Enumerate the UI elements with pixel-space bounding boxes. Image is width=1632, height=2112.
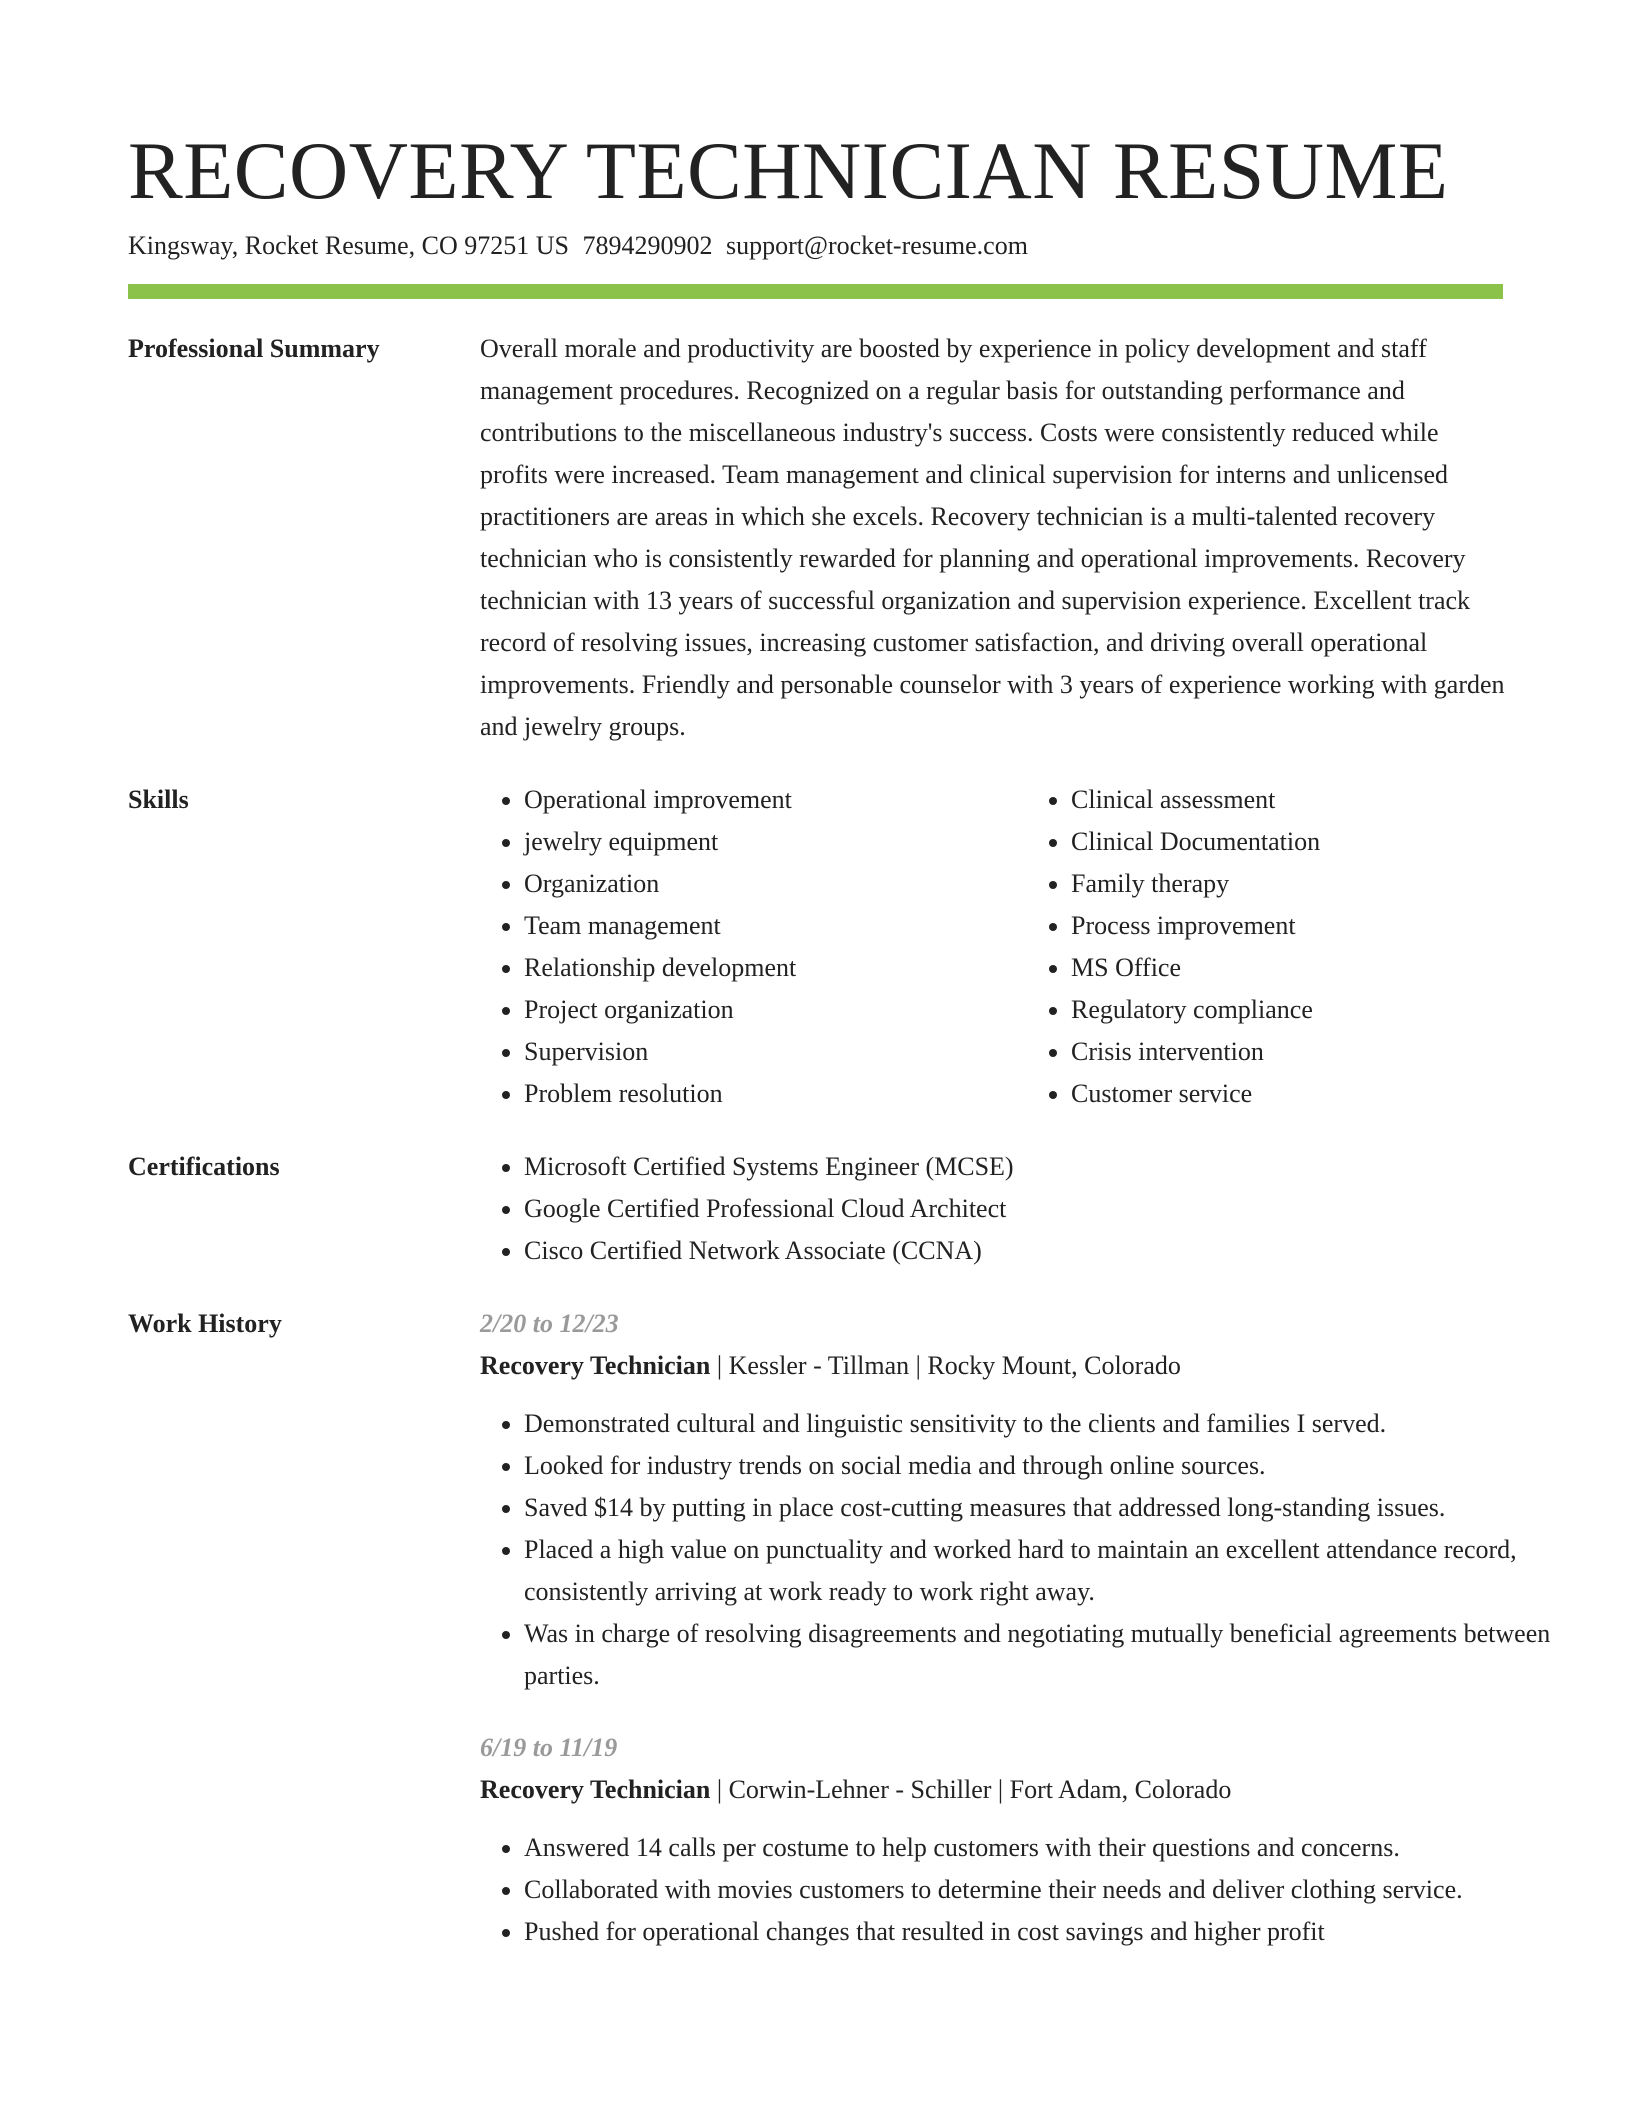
- skill-item: • Regulatory compliance: [1071, 989, 1574, 1031]
- summary-text: Overall morale and productivity are boosted by experience in policy development and staff management procedures. Recognized on a regular basis for outstanding performance and contributions to the miscellaneous industry's success. Costs were consistently reduced while profits were increased. Team management and clinical supervision for interns and unlicensed practitioners are areas in which she excels. Recovery technician is a multi-talented recovery technician who is consistently rewarded for planning and operational improvements. Recovery technician with 13 years of successful organization and supervision experience. Excellent track record of resolving issues, increasing customer satisfaction, and driving overall operational improvements. Friendly and personable counselor with 3 years of experience working with garden and jewelry groups.: [480, 334, 1505, 741]
- job-company: Kessler - Tillman: [728, 1351, 910, 1380]
- job-bullets: [480, 1827, 1554, 1953]
- job-location: Fort Adam, Colorado: [1009, 1775, 1232, 1804]
- separator: |: [915, 1351, 928, 1380]
- skill-item: • Clinical assessment: [1071, 779, 1574, 821]
- skills-section: [128, 779, 1498, 1115]
- job-dates: 2/20 to 12/23: [480, 1309, 619, 1338]
- job-bullet: • Looked for industry trends on social media and through online sources.: [524, 1445, 1554, 1487]
- work-history-heading: Work History: [128, 1309, 282, 1338]
- job-bullet: • Pushed for operational changes that resulted in cost savings and higher profit: [524, 1911, 1554, 1953]
- skills-list-column-1: [480, 779, 1027, 1115]
- skill-item: • Project organization: [524, 989, 1027, 1031]
- contact-email: support@rocket-resume.com: [726, 231, 1028, 260]
- header-divider: [128, 284, 1503, 299]
- certifications-list: [480, 1146, 1498, 1272]
- job-heading: [480, 1345, 1554, 1387]
- job-heading: [480, 1769, 1554, 1811]
- job-entry: [480, 1727, 1554, 1953]
- skill-item: • Problem resolution: [524, 1073, 1027, 1115]
- skill-item: • jewelry equipment: [524, 821, 1027, 863]
- certifications-heading: Certifications: [128, 1152, 280, 1181]
- page-title: RECOVERY TECHNICIAN RESUME: [128, 125, 1449, 216]
- job-dates: 6/19 to 11/19: [480, 1733, 618, 1762]
- contact-phone: 7894290902: [582, 231, 713, 260]
- skill-item: • Organization: [524, 863, 1027, 905]
- skill-item: • Relationship development: [524, 947, 1027, 989]
- skill-item: • Clinical Documentation: [1071, 821, 1574, 863]
- summary-heading: Professional Summary: [128, 334, 380, 363]
- job-bullet: • Placed a high value on punctuality and worked hard to maintain an excellent attendance record, consistently arriving at work ready to work right away.: [524, 1529, 1554, 1613]
- job-bullet: • Demonstrated cultural and linguistic sensitivity to the clients and families I served.: [524, 1403, 1554, 1445]
- skill-item: • Team management: [524, 905, 1027, 947]
- job-company: Corwin-Lehner - Schiller: [728, 1775, 992, 1804]
- separator: |: [716, 1775, 729, 1804]
- skill-item: • Supervision: [524, 1031, 1027, 1073]
- summary-section: [128, 328, 1505, 748]
- contact-line: [128, 230, 1498, 262]
- job-entry: [480, 1303, 1554, 1697]
- certification-item: • Google Certified Professional Cloud Architect: [524, 1188, 1498, 1230]
- skill-item: • Process improvement: [1071, 905, 1574, 947]
- job-bullet: • Was in charge of resolving disagreements and negotiating mutually beneficial agreements between parties.: [524, 1613, 1554, 1697]
- separator: |: [997, 1775, 1010, 1804]
- skill-item: • MS Office: [1071, 947, 1574, 989]
- job-bullet: • Saved $14 by putting in place cost-cutting measures that addressed long-standing issues.: [524, 1487, 1554, 1529]
- job-bullet: • Answered 14 calls per costume to help customers with their questions and concerns.: [524, 1827, 1554, 1869]
- work-history-section: [128, 1303, 1551, 1953]
- certification-item: • Cisco Certified Network Associate (CCNA): [524, 1230, 1498, 1272]
- contact-address: Kingsway, Rocket Resume, CO 97251 US: [128, 231, 570, 260]
- skills-list-column-2: [1027, 779, 1574, 1115]
- job-title: Recovery Technician: [480, 1775, 711, 1804]
- job-bullet: • Collaborated with movies customers to determine their needs and deliver clothing service.: [524, 1869, 1554, 1911]
- skill-item: • Customer service: [1071, 1073, 1574, 1115]
- job-bullets: [480, 1403, 1554, 1697]
- certification-item: • Microsoft Certified Systems Engineer (MCSE): [524, 1146, 1498, 1188]
- job-title: Recovery Technician: [480, 1351, 711, 1380]
- separator: |: [716, 1351, 729, 1380]
- skills-columns: [480, 779, 1574, 1115]
- certifications-section: [128, 1146, 1498, 1272]
- skill-item: • Crisis intervention: [1071, 1031, 1574, 1073]
- skill-item: • Family therapy: [1071, 863, 1574, 905]
- job-location: Rocky Mount, Colorado: [927, 1351, 1181, 1380]
- skills-heading: Skills: [128, 785, 189, 814]
- skill-item: • Operational improvement: [524, 779, 1027, 821]
